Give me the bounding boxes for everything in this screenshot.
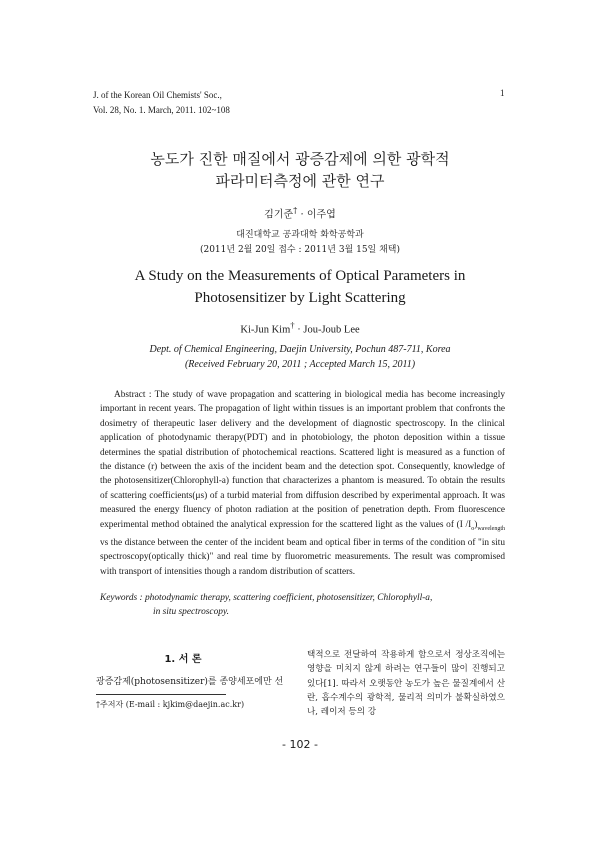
- english-affiliation: [0, 342, 600, 372]
- abstract-subscript-wavelength: wavelength: [477, 525, 505, 532]
- english-title: [0, 265, 600, 309]
- korean-department: 대진대학교 공과대학 화학공학과: [236, 230, 364, 240]
- english-title-line2: Photosensitizer by Light Scattering: [194, 290, 406, 306]
- english-authors: [0, 320, 600, 336]
- page-number-footer: - 102 -: [282, 738, 318, 751]
- korean-title: [0, 148, 600, 192]
- english-author-2: · Jou-Joub Lee: [294, 324, 360, 336]
- abstract-separator: :: [145, 390, 155, 400]
- korean-author-1: 김기준: [264, 209, 294, 221]
- korean-author-2: · 이주엽: [297, 209, 336, 221]
- keywords-list: photodynamic therapy, scattering coefficient, photosensitizer, Chlorophyll-a,: [144, 593, 433, 603]
- abstract: [100, 388, 505, 579]
- body-right-column: 택적으로 전달하여 작용하게 함으로서 정상조직에는 영향을 미치지 않게 하려는 연구들이 많이 진행되고 있다[1]. 따라서 오랫동안 농도가 높은 물질계에서 산란, 흡수계수의 광학적, 물리적 의미가 불확실하였으나, 레이저 등의 강: [307, 650, 505, 718]
- page-number-top: 1: [500, 88, 505, 98]
- journal-name: J. of the Korean Oil Chemists' Soc.,: [93, 90, 222, 100]
- section-heading: 1. 서 론: [164, 654, 202, 665]
- english-title-line1: A Study on the Measurements of Optical Parameters in: [134, 268, 466, 284]
- dagger-mark: †: [290, 320, 295, 330]
- footnote-divider: [96, 694, 226, 695]
- english-author-1: Ki-Jun Kim: [240, 324, 291, 336]
- abstract-subscript-o: o: [471, 525, 475, 532]
- corresponding-author-footnote: †주저자 (E-mail : kjkim@daejin.ac.kr): [96, 700, 245, 709]
- abstract-text: The study of wave propagation and scattering in biological media has become increasingly important in recent years. The propagation of light within tissues is an important problem that confronts the dosimetry of therapeutic laser delivery and the development of diagnostic spectroscopy. In the clinical application of photodynamic therapy(PDT) and in photobiology, the photon deposition within a tissue determines the spatial distribution of photochemical reactions. Scattered light is measured as a function of the distance (r) between the axis of the incident beam and the detection spot. Consequently, knowledge of the photosensitizer(Chlorophyll-a) function that characterizes a phantom is measured. To obtain the results of scattering coefficients(μs) of a turbid material from diffusion described by experimental approach. It was measured the energy fluency of photon radiation at the position of penetration depth. From fluorescence experimental method obtained the analytical expression for the scattered light as the values of (I /I: [100, 390, 505, 530]
- abstract-text-end: vs the distance between the center of the incident beam and optical fiber in terms of the condition of "in situ spectroscopy(optically thick)" and real time by fluorometric measurements. The result was compromised with transport of intensities though a random distribution of scatters.: [100, 537, 505, 577]
- abstract-label: Abstract: [114, 390, 146, 400]
- korean-authors: [0, 205, 600, 220]
- journal-citation: [93, 88, 230, 118]
- body-left-column: 광증감제(photosensitizer)를 종양세포에만 선: [96, 677, 284, 687]
- journal-volume: Vol. 28, No. 1. March, 2011. 102~108: [93, 105, 230, 115]
- keywords-list-cont: in situ spectroscopy.: [153, 607, 229, 617]
- english-dates: (Received February 20, 2011 ; Accepted March 15, 2011): [184, 359, 416, 370]
- keywords-label: Keywords: [100, 593, 138, 603]
- abstract-text-paren: ): [474, 519, 478, 530]
- dagger-mark: †: [293, 205, 298, 215]
- english-department: Dept. of Chemical Engineering, Daejin University, Pochun 487-711, Korea: [149, 344, 451, 355]
- korean-title-line1: 농도가 진한 매질에서 광증감제에 의한 광학적: [150, 150, 450, 168]
- keywords: [100, 591, 505, 619]
- korean-title-line2: 파라미터측정에 관한 연구: [215, 172, 385, 190]
- korean-affiliation: [0, 228, 600, 258]
- keywords-separator: :: [137, 593, 145, 603]
- korean-dates: (2011년 2월 20일 접수 : 2011년 3월 15일 채택): [199, 245, 401, 255]
